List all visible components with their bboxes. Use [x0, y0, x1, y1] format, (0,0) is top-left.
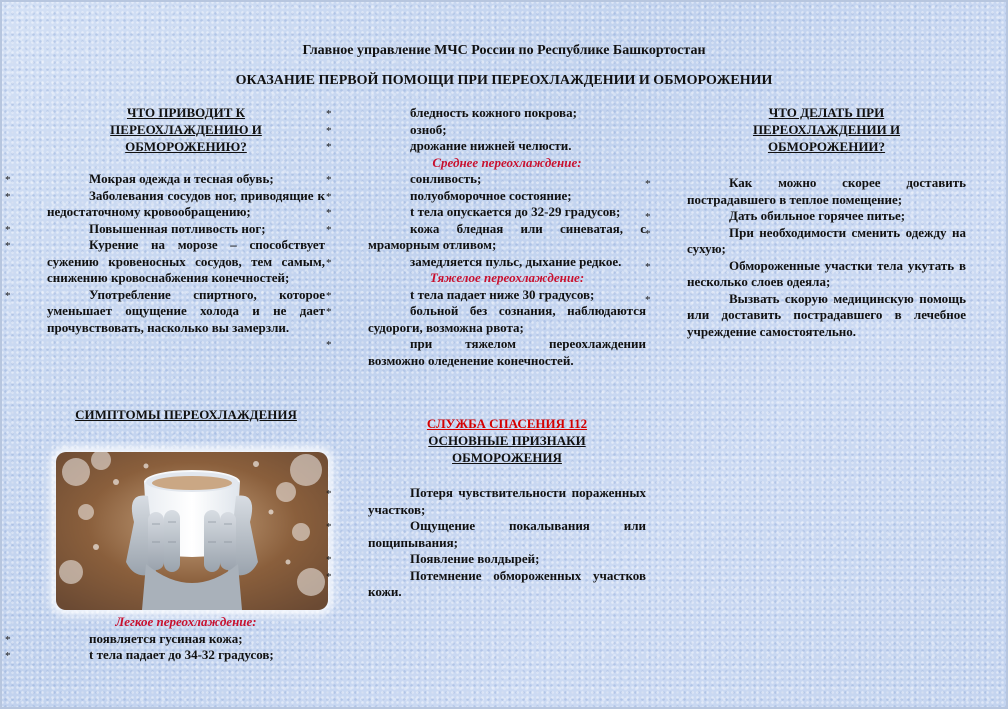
list-item: * Дать обильное горячее питье; [687, 208, 966, 225]
list-item: * бледность кожного покрова; [368, 105, 646, 122]
symptoms-heading: СИМПТОМЫ ПЕРЕОХЛАЖДЕНИЯ [75, 407, 297, 422]
page-title: ОКАЗАНИЕ ПЕРВОЙ ПОМОЩИ ПРИ ПЕРЕОХЛАЖДЕНИИ И ОБМОРОЖЕНИИ [235, 73, 773, 88]
list-item: * Как можно скорее доставить пострадавшего в теплое помещение; [687, 175, 966, 208]
list-item: * сонливость; [368, 171, 646, 188]
list-item: * При необходимости сменить одежду на сухую; [687, 225, 966, 258]
list-item: * t тела опускается до 32-29 градусов; [368, 204, 646, 221]
mild-hypothermia-list [47, 631, 325, 664]
mild-continued-list [368, 105, 646, 155]
hands-holding-mug-photo [56, 452, 328, 610]
list-item: * Ощущение покалывания или пощипывания; [368, 518, 646, 551]
list-item: * замедляется пульс, дыхание редкое. [368, 254, 646, 271]
list-item: * Употребление спиртного, которое уменьшает ощущение холода и не дает прочувствовать, насколько вы замерзли. [47, 287, 325, 337]
frostbite-signs-list [368, 485, 646, 601]
list-item: * дрожание нижней челюсти. [368, 138, 646, 155]
rescue-service-number: СЛУЖБА СПАСЕНИЯ 112 [426, 416, 588, 431]
list-item: * Курение на морозе – способствует сужению кровеносных сосудов, тем самым, снижению кровоснабжения конечностей; [47, 237, 325, 287]
moderate-hypothermia-title: Среднее переохлаждение: [432, 154, 582, 170]
actions-heading: ЧТО ДЕЛАТЬ ПРИ ПЕРЕОХЛАЖДЕНИИ И ОБМОРОЖЕНИИ? [752, 105, 901, 154]
list-item: * при тяжелом переохлаждении возможно оледенение конечностей. [368, 336, 646, 369]
mild-hypothermia-section [47, 614, 325, 664]
causes-section [47, 104, 325, 336]
causes-list [47, 171, 325, 336]
causes-heading: ЧТО ПРИВОДИТ К ПЕРЕОХЛАЖДЕНИЮ И ОБМОРОЖЕНИЮ? [110, 105, 262, 154]
symptoms-continued-section [368, 105, 646, 369]
list-item: * полуобморочное состояние; [368, 188, 646, 205]
list-item: * больной без сознания, наблюдаются судороги, возможна рвота; [368, 303, 646, 336]
list-item: * озноб; [368, 122, 646, 139]
mild-hypothermia-title: Легкое переохлаждение: [115, 614, 257, 629]
list-item: * Мокрая одежда и тесная обувь; [47, 171, 325, 188]
list-item: * Появление волдырей; [368, 551, 646, 568]
list-item: * Заболевания сосудов ног, приводящие к недостаточному кровообращению; [47, 188, 325, 221]
severe-hypothermia-title: Тяжелое переохлаждение: [429, 270, 585, 285]
list-item: * t тела падает ниже 30 градусов; [368, 287, 646, 304]
severe-hypothermia-list [368, 287, 646, 370]
moderate-hypothermia-list [368, 171, 646, 270]
list-item: * t тела падает до 34-32 градусов; [47, 647, 325, 664]
list-item: * Обмороженные участки тела укутать в несколько слоев одеяла; [687, 258, 966, 291]
actions-section [687, 104, 966, 340]
frostbite-section [368, 415, 646, 601]
symptoms-section [47, 406, 325, 423]
list-item: * Потемнение обмороженных участков кожи. [368, 568, 646, 601]
list-item: * Вызвать скорую медицинскую помощь или доставить пострадавшего в лечебное учреждение самостоятельно. [687, 291, 966, 341]
list-item: * появляется гусиная кожа; [47, 631, 325, 648]
list-item: * Повышенная потливость ног; [47, 221, 325, 238]
frostbite-heading: ОСНОВНЫЕ ПРИЗНАКИ ОБМОРОЖЕНИЯ [428, 433, 586, 465]
organization-title: Главное управление МЧС России по Республике Башкортостан [302, 43, 706, 58]
actions-list [687, 175, 966, 340]
list-item: * кожа бледная или синеватая, с мраморным отливом; [368, 221, 646, 254]
list-item: * Потеря чувствительности пораженных участков; [368, 485, 646, 518]
